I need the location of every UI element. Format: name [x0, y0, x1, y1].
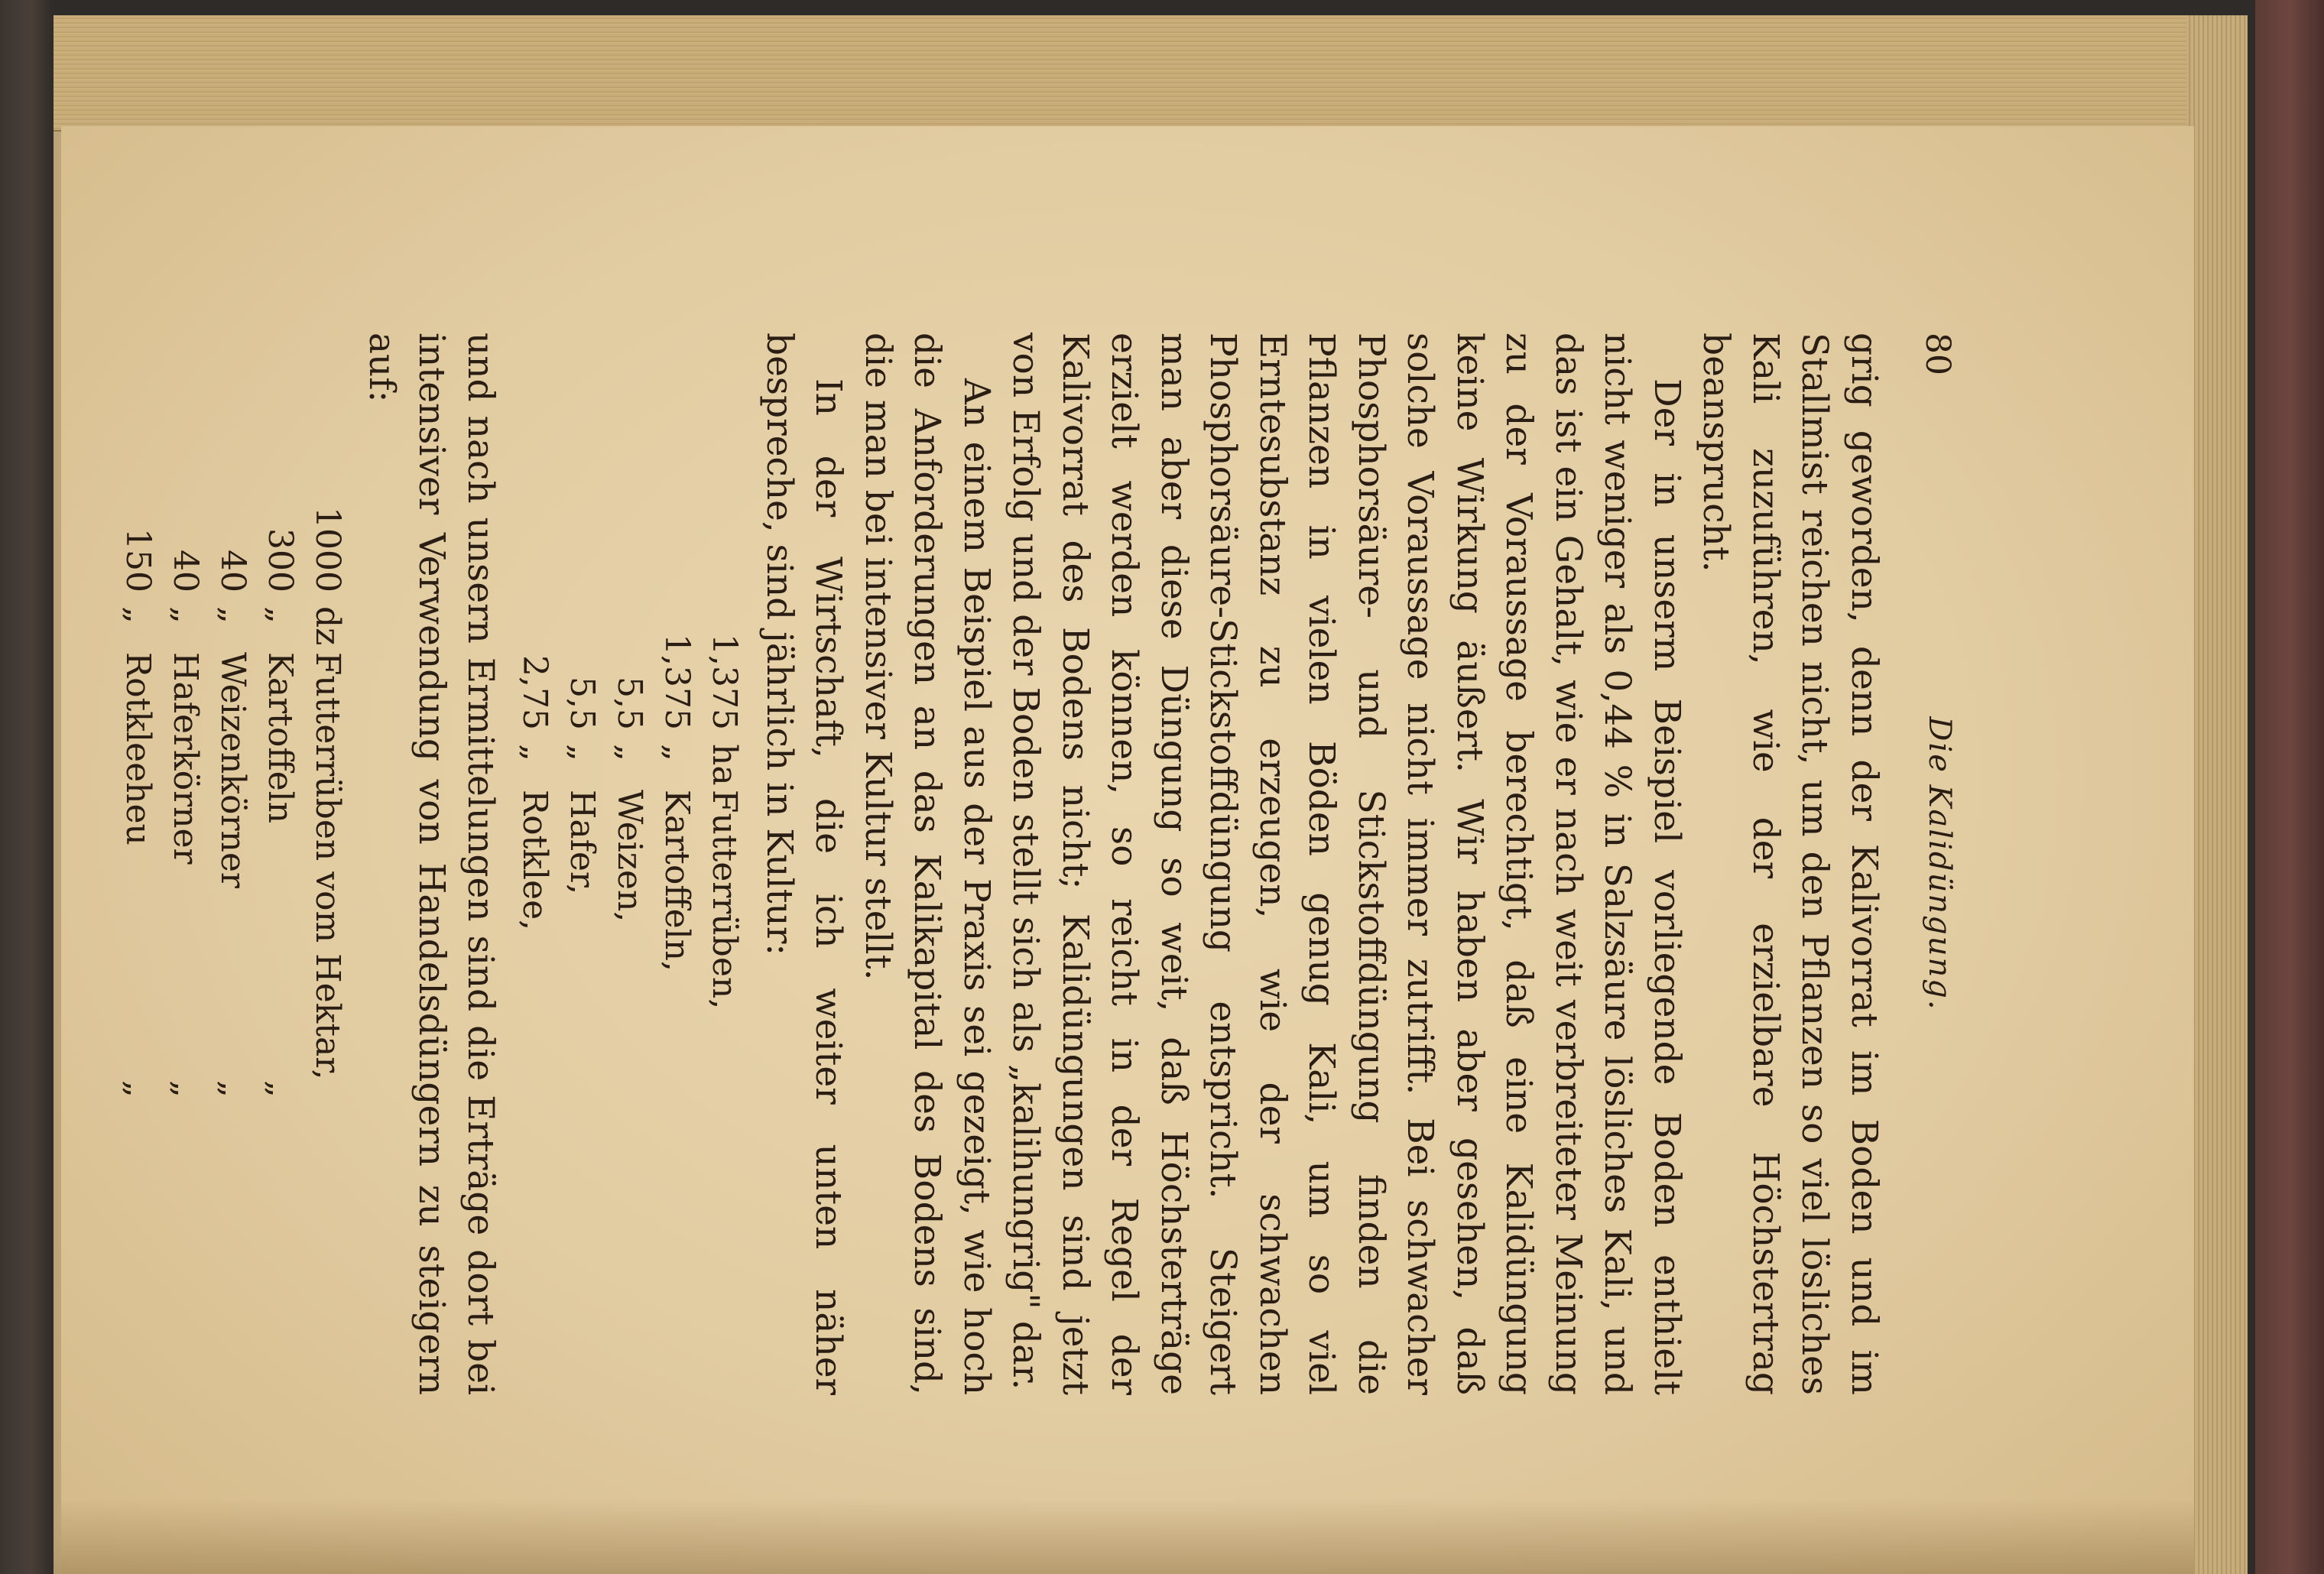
- unit: „: [563, 744, 602, 761]
- item: Futterrüben vom Hektar,: [308, 652, 347, 1080]
- list-item: [256, 409, 303, 1395]
- unit: „: [610, 744, 650, 761]
- unit: „: [166, 606, 205, 624]
- body-text: [114, 333, 1888, 1395]
- ditto-mark: „: [213, 1080, 252, 1098]
- yield-list: [114, 333, 351, 1395]
- crop-area-list: [511, 333, 748, 1395]
- quantity: 1,375: [657, 634, 697, 730]
- page-number: 80: [1918, 333, 1957, 375]
- paragraph: und nach unsern Ermittelungen sind die Erträge dort bei intensiver Verwendung von Handelsdüngern zu steigern auf:: [361, 333, 502, 1395]
- list-item: [559, 524, 606, 1395]
- item: Hafer,: [563, 790, 602, 895]
- item: Weizenkörner: [213, 652, 252, 888]
- quantity: 2,75: [515, 655, 555, 730]
- list-item: [114, 409, 161, 1395]
- quantity: 5,5: [563, 677, 602, 730]
- unit: „: [515, 744, 555, 761]
- list-item: [303, 409, 351, 1395]
- quantity: 40: [166, 550, 205, 592]
- ditto-mark: „: [261, 1080, 300, 1098]
- page-header: [1888, 333, 1957, 1395]
- ditto-mark: „: [166, 1080, 205, 1098]
- item: Rotkleeheu: [118, 652, 157, 845]
- item: Futterrüben,: [705, 790, 745, 1010]
- ditto-mark: [303, 1080, 351, 1157]
- unit: „: [261, 606, 300, 624]
- quantity: 300: [261, 528, 300, 592]
- list-item: [209, 409, 256, 1395]
- paragraph: Der in unserm Beispiel vorliegende Boden enthielt nicht weniger als 0,44 % in Salzsäure lösliches Kali, und das ist ein Gehalt, wie er nach weit verbreiteter Meinung zu der Voraussage berechtigt, daß eine Kalidüngung keine Wirkung äußert. Wir haben aber gesehen, daß solche Voraussage nicht immer zutrifft. Bei schwacher Phosphorsäure- und Stickstoffdüngung finden die Pflanzen in vielen Böden genug Kali, um so viel Erntesubstanz zu erzeugen, wie der schwachen Phosphorsäure-Stickstoffdüngung entspricht. Steigert man aber diese Düngung so weit, daß Höchsterträge erzielt werden können, so reicht in der Regel der Kalivorrat des Bodens nicht; Kalidüngungen sind jetzt von Erfolg und der Boden stellt sich als „kalihungrig" dar.: [1005, 333, 1688, 1395]
- paragraph: An einem Beispiel aus der Praxis sei gezeigt, wie hoch die Anforderungen an das Kalikapital des Bodens sind, die man bei intensiver Kultur stellt.: [857, 333, 998, 1395]
- unit: dz: [308, 606, 347, 646]
- item: Weizen,: [610, 790, 650, 923]
- quantity: 5,5: [610, 677, 650, 730]
- page-stack-edges-right: [2186, 15, 2248, 1574]
- quantity: 40: [213, 550, 252, 592]
- list-item: [606, 524, 654, 1395]
- quantity: 150: [118, 528, 157, 592]
- item: Kartoffeln: [261, 652, 300, 824]
- item: Kartoffeln,: [657, 790, 697, 972]
- book-cover-edge: [2255, 0, 2324, 1574]
- list-item: [511, 524, 559, 1395]
- quantity: 1,375: [705, 634, 745, 730]
- ditto-mark: „: [118, 1080, 157, 1098]
- item: Rotklee,: [515, 790, 555, 931]
- list-item: [654, 524, 701, 1395]
- quantity: 1000: [308, 507, 347, 592]
- page-stack-edges-top: [54, 15, 2248, 131]
- paragraph-continued: grig geworden, denn der Kalivorrat im Boden und im Stallmist reichen nicht, um den Pflanzen so viel lösliches Kali zuzuführen, wie der erzielbare Höchstertrag beansprucht.: [1695, 333, 1885, 1395]
- unit: ha: [705, 744, 745, 786]
- text-area: [108, 333, 1957, 1395]
- unit: „: [213, 606, 252, 624]
- paragraph: In der Wirtschaft, die ich weiter unten näher bespreche, sind jährlich in Kultur:: [758, 333, 850, 1395]
- list-item: [701, 524, 748, 1395]
- unit: „: [118, 606, 157, 624]
- running-title: Die Kalidüngung.: [1922, 716, 1957, 1011]
- list-item: [161, 409, 209, 1395]
- unit: „: [657, 744, 697, 761]
- item: Haferkörner: [166, 652, 205, 865]
- rotated-page-content: [61, 126, 2194, 1574]
